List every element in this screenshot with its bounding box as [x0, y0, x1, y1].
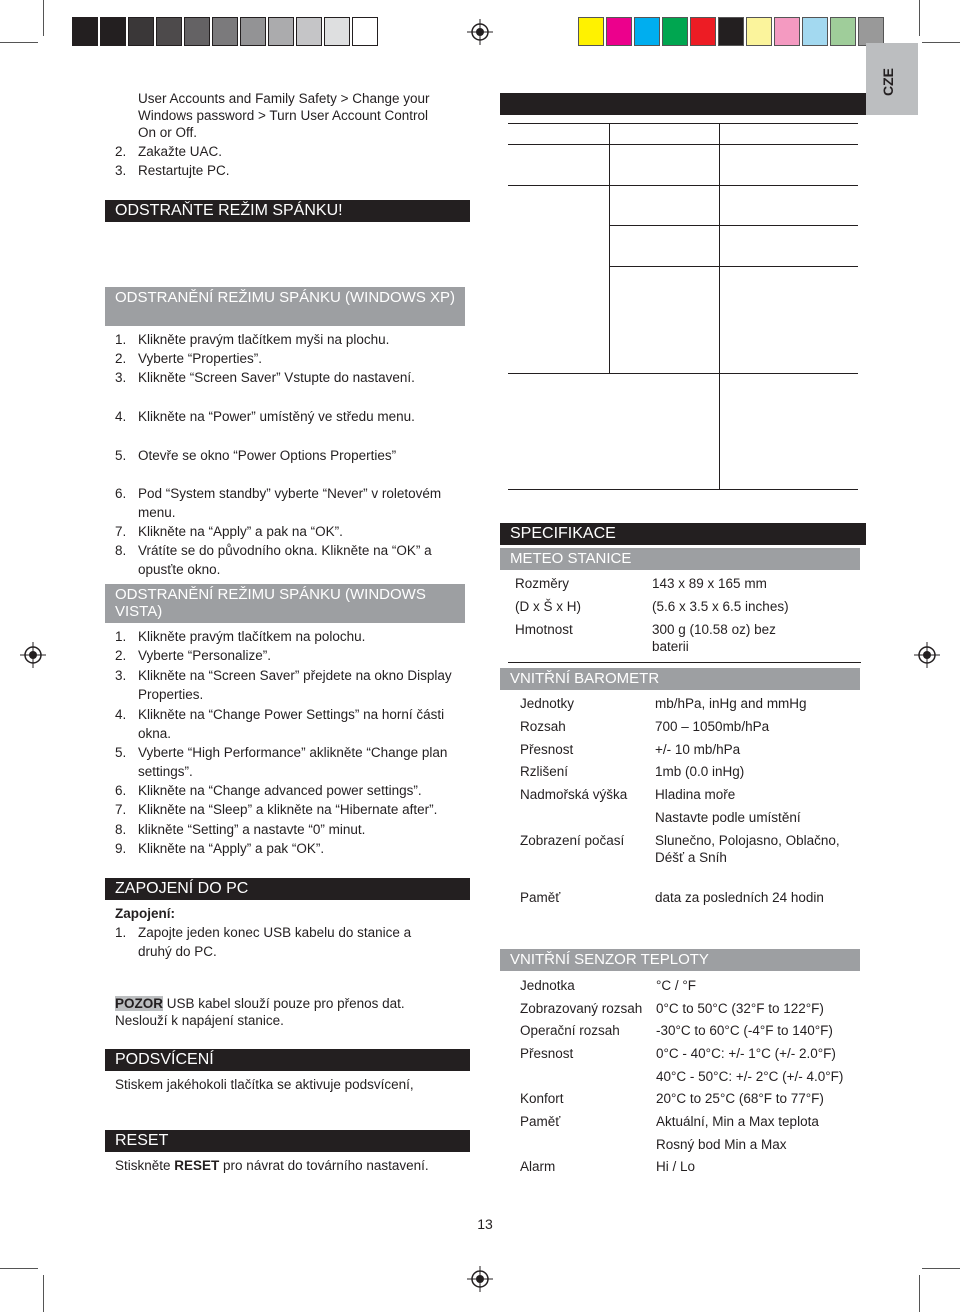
step-number: 8. [115, 543, 127, 558]
spec-label: Rozměry [515, 576, 570, 591]
section-header-spec: SPECIFIKACE [500, 523, 866, 545]
step-number: 1. [115, 925, 127, 940]
spec-label: Hmotnost [515, 622, 573, 637]
spec-value: 0°C - 40°C: +/- 1°C (+/- 2.0°F) [656, 1046, 836, 1061]
spec-label: Paměť [520, 890, 561, 905]
color-swatch [662, 17, 688, 46]
meteo-divider [508, 662, 861, 663]
section-header-pc: ZAPOJENÍ DO PC [105, 878, 470, 900]
crop-mark-bottom-left-h [0, 1268, 38, 1269]
crop-mark-top-left-h [0, 42, 38, 43]
spec-label: Rozsah [520, 719, 566, 734]
spec-value: Hi / Lo [656, 1159, 696, 1174]
color-swatch [830, 17, 856, 46]
note-label: POZOR [115, 996, 164, 1011]
step-number: 4. [115, 409, 127, 424]
step-text: Klikněte na “Apply” a pak na “OK”. [138, 524, 343, 539]
spec-value: 143 x 89 x 165 mm [652, 576, 767, 591]
color-swatch [858, 17, 884, 46]
step-text: Klikněte pravým tlačítkem myši na plochu. [138, 332, 390, 347]
step-number: 3. [115, 370, 127, 385]
registration-mark-icon [914, 642, 940, 668]
gray-swatch [352, 17, 378, 46]
usb-note-line2: Neslouží k napájení stanice. [115, 1013, 284, 1028]
step-number: 1. [115, 332, 127, 347]
step-number: 8. [115, 822, 127, 837]
step-text: Klikněte pravým tlačítkem na polochu. [138, 629, 366, 644]
step-number: 7. [115, 802, 127, 817]
spec-label: Přesnost [520, 1046, 574, 1061]
spec-value: (5.6 x 3.5 x 6.5 inches) [652, 599, 789, 614]
spec-label: Jednotka [520, 978, 575, 993]
gray-swatch [100, 17, 126, 46]
spec-value: data za posledních 24 hodin [655, 890, 824, 905]
step-number: 2. [115, 351, 127, 366]
step-number: 3. [115, 163, 127, 178]
spec-value: 40°C - 50°C: +/- 2°C (+/- 4.0°F) [656, 1069, 844, 1084]
spec-value: baterii [652, 639, 689, 654]
note-text: USB kabel slouží pouze pro přenos dat. [163, 996, 405, 1011]
gray-swatch [184, 17, 210, 46]
step-text: Otevře se okno “Power Options Properties” [138, 448, 397, 463]
section-header-reset: RESET [105, 1130, 470, 1152]
spec-value: +/- 10 mb/hPa [655, 742, 741, 757]
reset-keyword: RESET [174, 1158, 220, 1173]
color-swatch [802, 17, 828, 46]
step-text: Zapojte jeden konec USB kabelu do stanice a druhý do PC. [138, 925, 412, 959]
spec-value: -30°C to 60°C (-4°F to 140°F) [656, 1023, 833, 1038]
gray-swatch [268, 17, 294, 46]
registration-mark-icon [467, 19, 493, 45]
section-header-sleep: ODSTRAŇTE REŽIM SPÁNKU! [105, 200, 470, 222]
spec-value: 20°C to 25°C (68°F to 77°F) [656, 1091, 824, 1106]
spec-value: Slunečno, Polojasno, Oblačno, [655, 833, 840, 848]
spec-value: Nastavte podle umístění [655, 810, 801, 825]
color-swatch [634, 17, 660, 46]
step-text: Restartujte PC. [138, 163, 230, 178]
language-tab-label: CZE [880, 68, 896, 96]
section-header-xp: ODSTRANĚNÍ REŽIMU SPÁNKU (WINDOWS XP) [105, 287, 465, 326]
step-number: 2. [115, 144, 127, 159]
step-text: Vyberte “High Performance” aklikněte “Change plan settings”. [138, 745, 448, 779]
spec-value: Rosný bod Min a Max [656, 1137, 787, 1152]
step-number: 3. [115, 668, 127, 683]
color-swatch [606, 17, 632, 46]
gray-swatch [324, 17, 350, 46]
step-text: Klikněte na “Change Power Settings” na horní části okna. [138, 707, 445, 741]
spec-value: 700 – 1050mb/hPa [655, 719, 770, 734]
crop-mark-top-left [43, 0, 44, 36]
step-number: 6. [115, 486, 127, 501]
uac-line: On or Off. [138, 125, 198, 140]
spec-label: Zobrazovaný rozsah [520, 1001, 643, 1016]
color-swatch [690, 17, 716, 46]
registration-mark-icon [467, 1266, 493, 1292]
gray-swatch [156, 17, 182, 46]
step-number: 5. [115, 745, 127, 760]
gray-swatch [72, 17, 98, 46]
spec-label: Přesnost [520, 742, 574, 757]
spec-value: mb/hPa, inHg and mmHg [655, 696, 807, 711]
pc-subheading: Zapojení: [115, 906, 175, 921]
backlight-text: Stiskem jakéhokoli tlačítka se aktivuje podsvícení, [115, 1077, 414, 1092]
step-number: 7. [115, 524, 127, 539]
uac-line: User Accounts and Family Safety > Change your [138, 91, 430, 106]
color-swatch [746, 17, 772, 46]
step-text: Klikněte “Screen Saver” Vstupte do nastavení. [138, 370, 415, 385]
section-header-baro: VNITŘNÍ BAROMETR [500, 668, 860, 690]
crop-mark-top-right-h [922, 42, 960, 43]
spec-label: Konfort [520, 1091, 564, 1106]
registration-mark-icon [20, 642, 46, 668]
step-number: 4. [115, 707, 127, 722]
step-number: 5. [115, 448, 127, 463]
color-swatch [718, 17, 744, 46]
step-text: klikněte “Setting” a nastavte “0” minut. [138, 822, 366, 837]
step-text: Klikněte na “Apply” a pak “OK”. [138, 841, 325, 856]
spec-value: 1mb (0.0 inHg) [655, 764, 745, 779]
section-header-temp: VNITŘNÍ SENZOR TEPLOTY [500, 949, 860, 971]
step-text: Vrátíte se do původního okna. Klikněte na “OK” a opusťte okno. [138, 543, 432, 577]
step-text: Klikněte na “Power” umístěný ve středu menu. [138, 409, 415, 424]
spec-label: Operační rozsah [520, 1023, 620, 1038]
step-number: 2. [115, 648, 127, 663]
spec-label: Rzlišení [520, 764, 569, 779]
step-number: 1. [115, 629, 127, 644]
step-number: 6. [115, 783, 127, 798]
step-text: Vyberte “Properties”. [138, 351, 263, 366]
step-text: Pod “System standby” vyberte “Never” v roletovém menu. [138, 486, 442, 520]
section-header-backlight: PODSVÍCENÍ [105, 1049, 470, 1071]
spec-label: Paměť [520, 1114, 561, 1129]
spec-label: Nadmořská výška [520, 787, 628, 802]
spec-value: 0°C to 50°C (32°F to 122°F) [656, 1001, 824, 1016]
crop-mark-bottom-left [43, 1275, 44, 1312]
color-swatch [578, 17, 604, 46]
crop-mark-top-right [919, 0, 920, 36]
section-header-vista: ODSTRANĚNÍ REŽIMU SPÁNKU (WINDOWS VISTA) [105, 584, 465, 623]
gray-swatch [212, 17, 238, 46]
reset-text: Stiskněte RESET pro návrat do továrního nastavení. [115, 1158, 429, 1173]
page-number: 13 [477, 1216, 493, 1232]
spec-label: Zobrazení počasí [520, 833, 625, 848]
crop-mark-bottom-right-h [922, 1268, 960, 1269]
spec-label: (D x Š x H) [515, 599, 581, 614]
step-number: 9. [115, 841, 127, 856]
step-text: Klikněte na “Sleep” a klikněte na “Hibernate after”. [138, 802, 438, 817]
gray-swatch [240, 17, 266, 46]
step-text: Klikněte na “Change advanced power settings”. [138, 783, 422, 798]
gray-swatch [296, 17, 322, 46]
spec-label: Jednotky [520, 696, 575, 711]
gray-swatch [128, 17, 154, 46]
uac-line: Windows password > Turn User Account Control [138, 108, 428, 123]
step-text: Klikněte na “Screen Saver” přejdete na okno Display Properties. [138, 668, 452, 702]
table-header-bar [500, 93, 866, 115]
spec-value: Aktuální, Min a Max teplota [656, 1114, 819, 1129]
spec-value: Déšť a Sníh [655, 850, 727, 865]
step-text: Vyberte “Personalize”. [138, 648, 272, 663]
crop-mark-bottom-right [919, 1275, 920, 1312]
spec-value: 300 g (10.58 oz) bez [652, 622, 776, 637]
spec-label: Alarm [520, 1159, 556, 1174]
spec-value: Hladina moře [655, 787, 736, 802]
section-header-meteo: METEO STANICE [500, 548, 860, 570]
spec-value: °C / °F [656, 978, 697, 993]
color-swatch [774, 17, 800, 46]
step-text: Zakažte UAC. [138, 144, 223, 159]
